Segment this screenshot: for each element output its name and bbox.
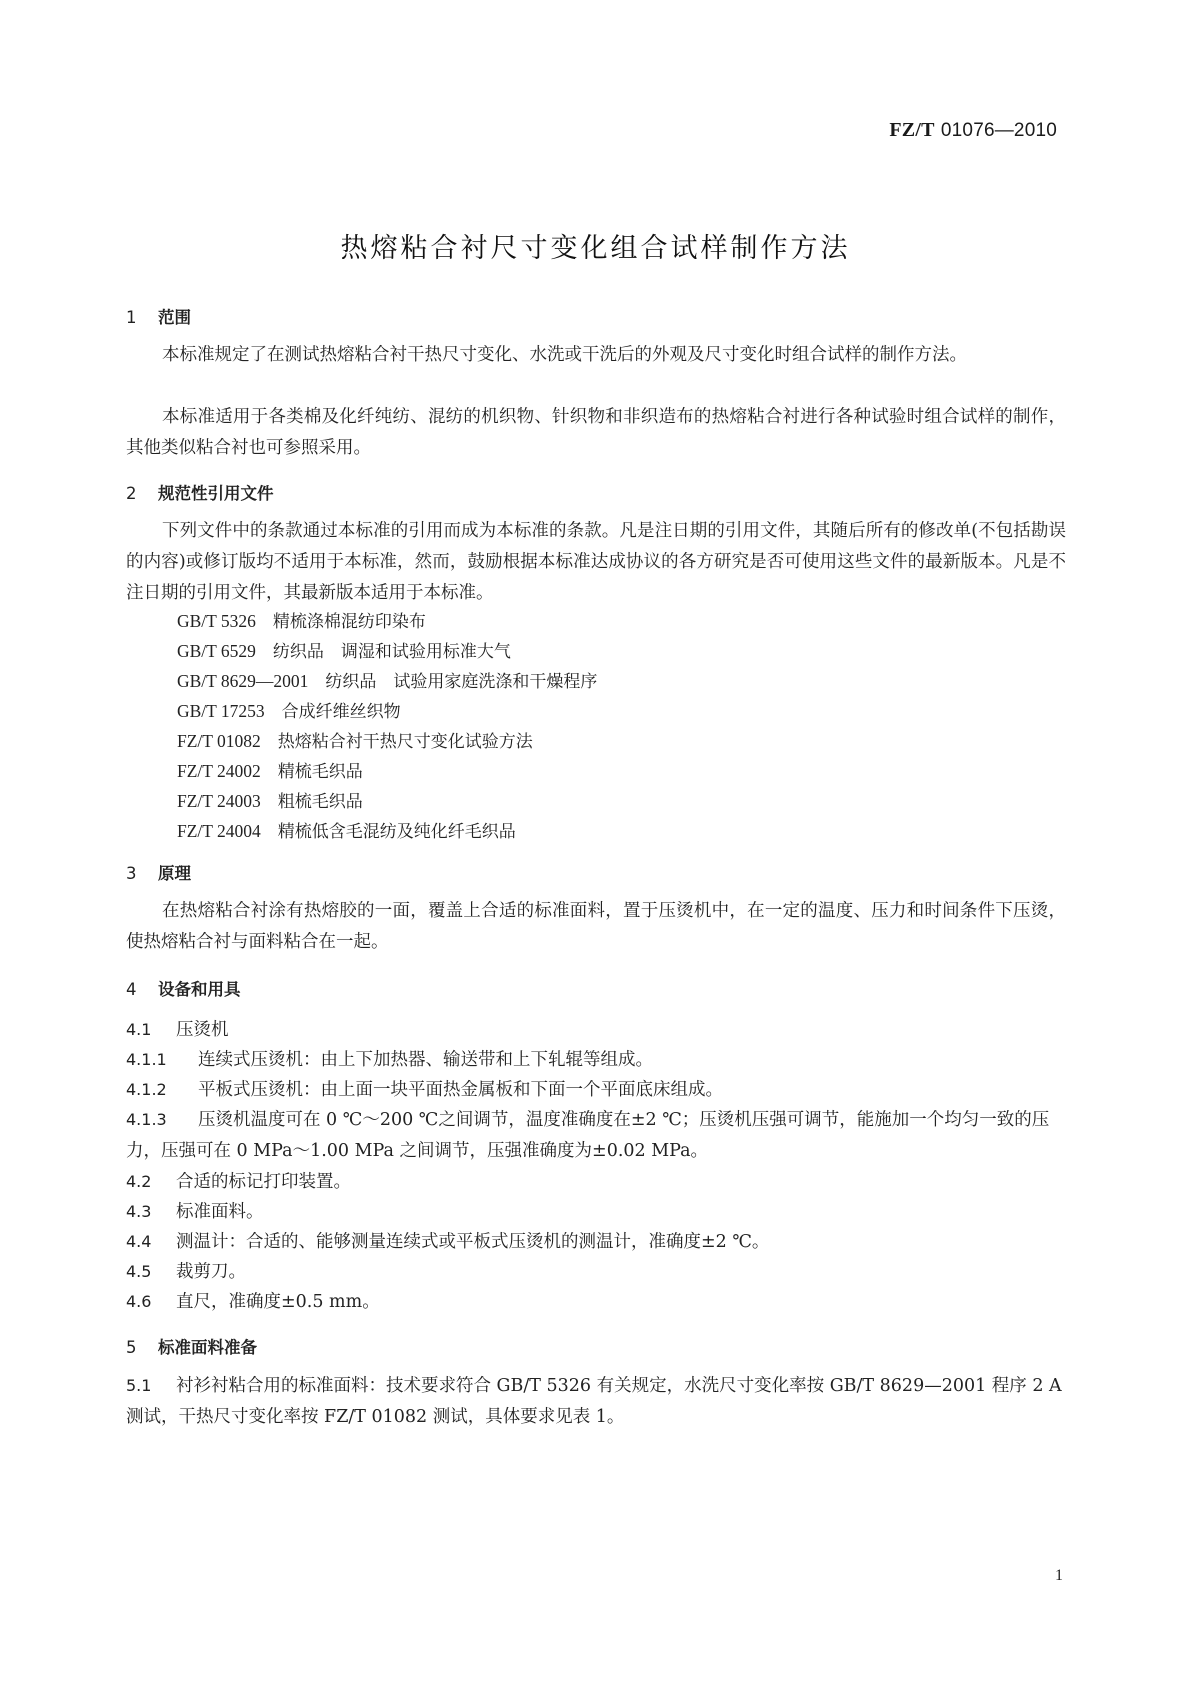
clause-text: 测温计：合适的、能够测量连续式或平板式压烫机的测温计，准确度±2 ℃。: [176, 1232, 770, 1252]
reference-item: [177, 636, 511, 667]
reference-title: 精梳涤棉混纺印染布: [272, 612, 426, 632]
reference-item: [177, 666, 597, 697]
clause-number: 4.6: [126, 1292, 152, 1311]
section-1-paragraph-2: 本标准适用于各类棉及化纤纯纺、混纺的机织物、针织物和非织造布的热熔粘合衬进行各种试验时组合试样的制作，其他类似粘合衬也可参照采用。: [126, 407, 1066, 458]
clause-4-1: [126, 1014, 1066, 1046]
reference-code: GB/T 8629—2001: [177, 671, 309, 691]
reference-title: 精梳低含毛混纺及纯化纤毛织品: [277, 822, 516, 842]
page-number: 1: [1055, 1567, 1063, 1584]
clause-4-1-3: [126, 1104, 1066, 1167]
section-2-paragraph-1: 下列文件中的条款通过本标准的引用而成为本标准的条款。凡是注日期的引用文件，其随后所有的修改单(不包括勘误的内容)或修订版均不适用于本标准，然而，鼓励根据本标准达成协议的各方研究是否可使用这些文件的最新版本。凡是不注日期的引用文件，其最新版本适用于本标准。: [126, 521, 1066, 603]
clause-number: 4.1.1: [126, 1050, 167, 1069]
section-2-heading: [126, 480, 1066, 504]
section-title: 标准面料准备: [158, 1338, 257, 1357]
clause-number: 4.1.2: [126, 1080, 167, 1099]
clause-number: 4.2: [126, 1172, 152, 1191]
section-title: 规范性引用文件: [158, 484, 274, 503]
reference-title: 纺织品 调湿和试验用标准大气: [272, 642, 511, 662]
clause-4-1-1: [126, 1044, 1066, 1076]
section-number: 5: [126, 1338, 137, 1357]
clause-number: 5.1: [126, 1376, 152, 1395]
section-1-heading: [126, 304, 1066, 328]
reference-item: [177, 606, 426, 637]
clause-number: 4.4: [126, 1232, 152, 1251]
clause-number: 4.1: [126, 1020, 152, 1039]
clause-5-1: [126, 1370, 1066, 1433]
clause-text: 平板式压烫机：由上面一块平面热金属板和下面一个平面底床组成。: [198, 1080, 723, 1100]
reference-title: 合成纤维丝织物: [281, 702, 401, 722]
reference-item: [177, 696, 401, 727]
clause-4-2: [126, 1166, 1066, 1198]
reference-item: [177, 726, 533, 757]
reference-code: FZ/T 01082: [177, 731, 261, 751]
section-5-heading: [126, 1334, 1066, 1358]
clause-4-1-2: [126, 1074, 1066, 1106]
section-3-paragraph-1: 在热熔粘合衬涂有热熔胶的一面，覆盖上合适的标准面料，置于压烫机中，在一定的温度、压力和时间条件下压烫，使热熔粘合衬与面料粘合在一起。: [126, 901, 1066, 952]
section-3-heading: [126, 860, 1066, 884]
clause-4-5: [126, 1256, 1066, 1288]
section-title: 设备和用具: [158, 980, 241, 999]
section-number: 3: [126, 864, 137, 883]
clause-number: 4.3: [126, 1202, 152, 1221]
reference-title: 粗梳毛织品: [277, 792, 363, 812]
reference-code: FZ/T 24002: [177, 761, 261, 781]
reference-title: 纺织品 试验用家庭洗涤和干燥程序: [325, 672, 598, 692]
reference-item: [177, 756, 363, 787]
clause-text: 直尺，准确度±0.5 mm。: [176, 1292, 380, 1312]
standard-number: 01076—2010: [940, 120, 1057, 141]
clause-text: 压烫机温度可在 0 ℃～200 ℃之间调节，温度准确度在±2 ℃；压烫机压强可调节，能施加一个均匀一致的压力，压强可在 0 MPa～1.00 MPa 之间调节，压强准确度为±0.02 MPa。: [126, 1110, 1050, 1161]
section-number: 1: [126, 308, 137, 327]
section-4-heading: [126, 976, 1066, 1000]
reference-code: GB/T 5326: [177, 611, 256, 631]
standard-code: [889, 119, 1057, 142]
reference-code: GB/T 6529: [177, 641, 256, 661]
reference-title: 热熔粘合衬干热尺寸变化试验方法: [277, 732, 533, 752]
section-title: 原理: [158, 864, 191, 883]
clause-text: 合适的标记打印装置。: [176, 1172, 351, 1192]
clause-number: 4.5: [126, 1262, 152, 1281]
reference-code: GB/T 17253: [177, 701, 265, 721]
section-number: 4: [126, 980, 137, 999]
clause-4-4: [126, 1226, 1066, 1258]
clause-number: 4.1.3: [126, 1110, 167, 1129]
reference-item: [177, 816, 516, 847]
reference-code: FZ/T 24004: [177, 821, 261, 841]
clause-text: 裁剪刀。: [176, 1262, 246, 1282]
clause-text: 衬衫衬粘合用的标准面料：技术要求符合 GB/T 5326 有关规定，水洗尺寸变化率按 GB/T 8629—2001 程序 2 A 测试，干热尺寸变化率按 FZ/T 01082 测试，具体要求见表 1。: [126, 1376, 1062, 1427]
clause-4-3: [126, 1196, 1066, 1228]
clause-4-6: [126, 1286, 1066, 1318]
standard-prefix: FZ/T: [889, 119, 935, 141]
clause-text: 标准面料。: [176, 1202, 264, 1222]
clause-text: 压烫机: [176, 1020, 229, 1040]
section-number: 2: [126, 484, 137, 503]
reference-item: [177, 786, 363, 817]
reference-code: FZ/T 24003: [177, 791, 261, 811]
section-1-paragraph-1: 本标准规定了在测试热熔粘合衬干热尺寸变化、水洗或干洗后的外观及尺寸变化时组合试样的制作方法。: [162, 345, 967, 365]
reference-title: 精梳毛织品: [277, 762, 363, 782]
clause-text: 连续式压烫机：由上下加热器、输送带和上下轧辊等组成。: [198, 1050, 653, 1070]
document-title: 热熔粘合衬尺寸变化组合试样制作方法: [340, 233, 851, 264]
section-title: 范围: [158, 308, 191, 327]
